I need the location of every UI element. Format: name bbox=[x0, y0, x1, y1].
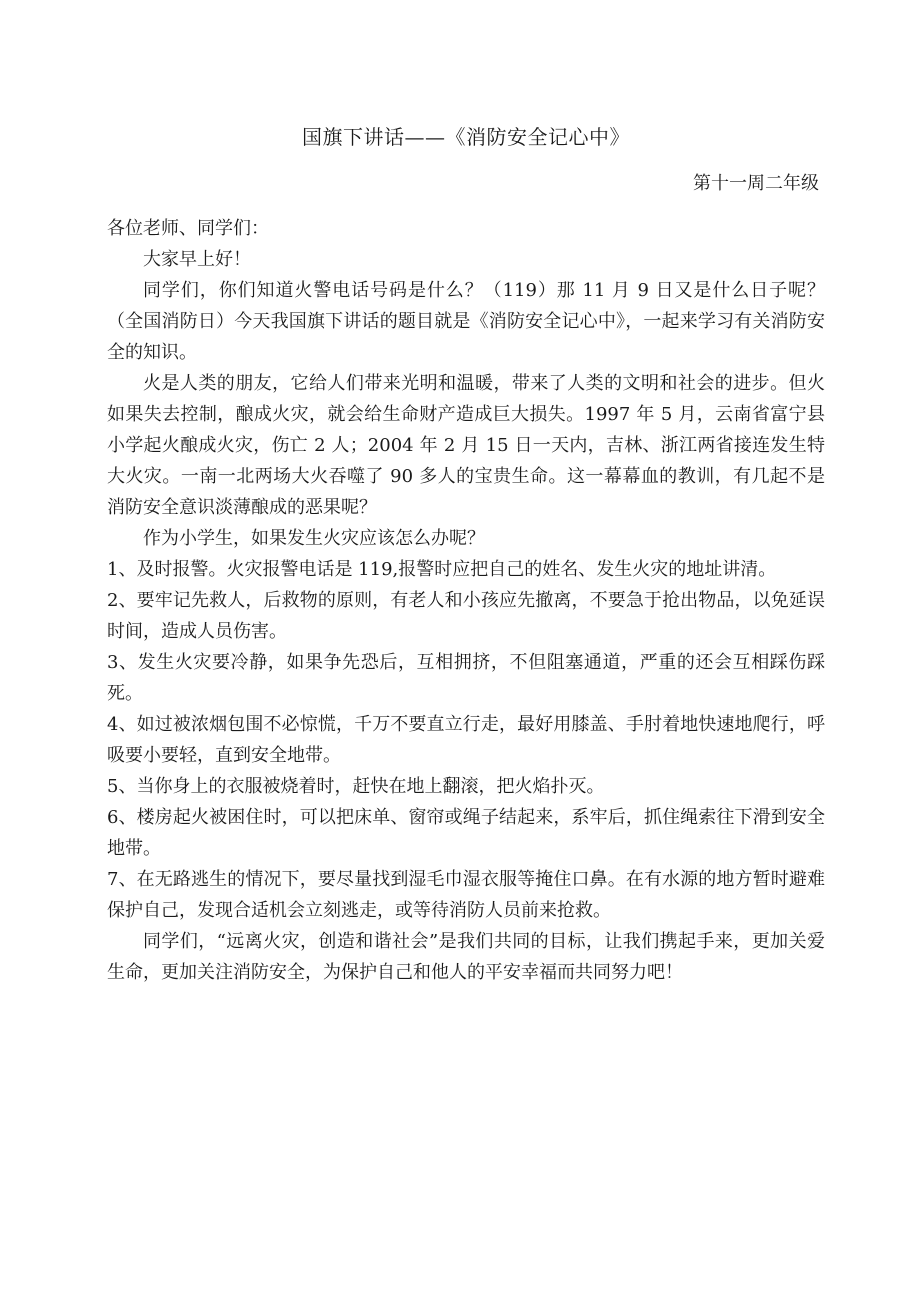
greeting: 大家早上好！ bbox=[143, 249, 251, 270]
tip-item: 7、在无路逃生的情况下，要尽量找到湿毛巾湿衣服等掩住口鼻。在有水源的地方暂时避难保护自己，发现合适机会立刻逃走，或等待消防人员前来抢救。 bbox=[107, 869, 825, 921]
document-body bbox=[107, 213, 825, 988]
tip-item: 2、要牢记先救人，后救物的原则，有老人和小孩应先撤离，不要急于抢出物品，以免延误时间，造成人员伤害。 bbox=[107, 590, 825, 642]
paragraph-intro: 同学们，你们知道火警电话号码是什么？（119）那 11 月 9 日又是什么日子呢？（全国消防日）今天我国旗下讲话的题目就是《消防安全记心中》，一起来学习有关消防安全的知识。 bbox=[107, 280, 825, 363]
tip-item: 5、当你身上的衣服被烧着时，赶快在地上翻滚，把火焰扑灭。 bbox=[107, 776, 605, 797]
paragraph-question: 作为小学生，如果发生火灾应该怎么办呢？ bbox=[143, 528, 485, 549]
tip-item: 4、如过被浓烟包围不必惊慌，千万不要直立行走，最好用膝盖、手肘着地快速地爬行，呼吸要小要轻，直到安全地带。 bbox=[107, 714, 825, 766]
paragraph-fire-history: 火是人类的朋友，它给人们带来光明和温暖，带来了人类的文明和社会的进步。但火如果失去控制，酿成火灾，就会给生命财产造成巨大损失。1997 年 5 月，云南省富宁县小学起火酿成火灾，伤亡 2 人；2004 年 2 月 15 日一天内，吉林、浙江两省接连发生特大火灾。一南一北两场大火吞噬了 90 多人的宝贵生命。这一幕幕血的教训，有几起不是消防安全意识淡薄酿成的恶果呢？ bbox=[107, 373, 825, 518]
tip-item: 3、发生火灾要冷静，如果争先恐后，互相拥挤，不但阻塞通道，严重的还会互相踩伤踩死。 bbox=[107, 652, 825, 704]
tip-item: 6、楼房起火被困住时，可以把床单、窗帘或绳子结起来，系牢后，抓住绳索往下滑到安全地带。 bbox=[107, 807, 825, 859]
closing-paragraph: 同学们，“远离火灾，创造和谐社会”是我们共同的目标，让我们携起手来，更加关爱生命，更加关注消防安全，为保护自己和他人的平安幸福而共同努力吧！ bbox=[107, 931, 825, 983]
document-byline: 第十一周二年级 bbox=[693, 173, 819, 194]
salutation: 各位老师、同学们： bbox=[107, 218, 269, 239]
tip-item: 1、及时报警。火灾报警电话是 119,报警时应把自己的姓名、发生火灾的地址讲清。 bbox=[107, 559, 777, 580]
document-title: 国旗下讲话——《消防安全记心中》 bbox=[302, 125, 630, 149]
